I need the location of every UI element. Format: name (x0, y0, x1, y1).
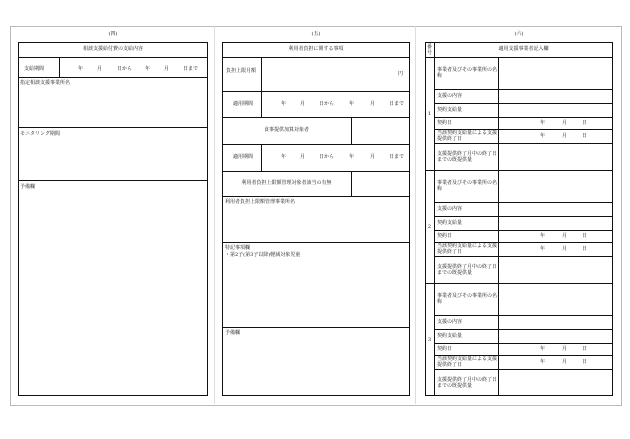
office-label: 指定相談支援事業所名 (20, 80, 71, 86)
date-month: 月 (562, 233, 568, 239)
row-label-end_month: 支援提供終了月中の終了日までの既提供量 (437, 376, 498, 389)
row-label-contract_date: 契約日 (437, 233, 453, 239)
date-year: 年 (540, 233, 546, 239)
panel-label: (四) (108, 31, 118, 37)
date-day: 日 (582, 346, 588, 352)
date-year: 年 (540, 120, 546, 126)
date-day: 日 (582, 246, 588, 252)
panel-4-title: 相談支援給付費の支給内容 (82, 46, 143, 52)
limit-label: 負担上限月額 (226, 68, 257, 74)
date-year: 年 (540, 346, 546, 352)
entry-number: 2 (427, 223, 432, 230)
yen-unit: 円 (398, 71, 404, 77)
meal-label: 食事提供加算対象者 (263, 127, 309, 133)
row-label-end_month: 支援提供終了月中の終了日までの既提供量 (437, 150, 498, 163)
row-label-amount: 契約支給量 (437, 220, 463, 226)
notes-label: 特記事項欄 (225, 245, 251, 251)
date-month: 月 (562, 246, 568, 252)
date-month: 月 (562, 346, 568, 352)
panel-label: (六) (514, 31, 524, 37)
row-label-content: 支援の内容 (437, 206, 463, 212)
period-label: 支給期間 (24, 66, 45, 72)
row-label-end_date: 当該契約支給量による支援提供終了日 (437, 356, 498, 368)
monitoring-label: モニタリング期間 (20, 131, 60, 137)
row-label-business: 事業者及びその事業所の名称 (437, 293, 498, 305)
fold-line (415, 26, 416, 404)
date-year: 年 (540, 246, 546, 252)
panel-5-table (222, 42, 410, 396)
row-label-amount: 契約支給量 (437, 107, 463, 113)
mgmt-office-label: 利用者負担上限額管理事業所名 (225, 199, 296, 205)
row-label-contract_date: 契約日 (437, 346, 453, 352)
date-year: 年 (540, 133, 546, 139)
row-label-end_date: 当該契約支給量による支援提供終了日 (437, 130, 498, 142)
panel-4-table (18, 42, 208, 396)
date-day: 日 (582, 120, 588, 126)
panel-5-title: 利用者負担に関する事項 (288, 46, 344, 52)
spare-label: 予備欄 (225, 330, 241, 336)
date-year: 年 (540, 359, 546, 365)
date-month: 月 (562, 133, 568, 139)
row-label-business: 事業者及びその事業所の名称 (437, 180, 498, 192)
fold-line (214, 26, 215, 404)
panel-6-title: 適用支援事業者記入欄 (498, 46, 549, 52)
row-label-amount: 契約支給量 (437, 333, 463, 339)
date-month: 月 (562, 359, 568, 365)
row-label-end_date: 当該契約支給量による支援提供終了日 (437, 243, 498, 255)
entry-number: 3 (427, 336, 432, 343)
spare-label: 予備欄 (20, 184, 36, 190)
date-day: 日 (582, 133, 588, 139)
row-label-content: 支援の内容 (437, 93, 463, 99)
no-header: 番号 (426, 44, 432, 56)
date-day: 日 (582, 233, 588, 239)
date-day: 日 (582, 359, 588, 365)
panel-label: (五) (311, 31, 321, 37)
row-label-contract_date: 契約日 (437, 120, 453, 126)
notes-value: ・第2子(第3子以降)軽減対象児童 (225, 252, 301, 258)
mgmt-label: 利用者負担上限額管理対象者該当の有無 (241, 180, 332, 186)
row-label-business: 事業者及びその事業所の名称 (437, 67, 498, 79)
row-label-end_month: 支援提供終了月中の終了日までの既提供量 (437, 263, 498, 276)
row-label-content: 支援の内容 (437, 319, 463, 325)
date-month: 月 (562, 120, 568, 126)
apply-label: 適用期間 (233, 154, 254, 160)
entry-number: 1 (427, 110, 432, 117)
apply-label: 適用期間 (233, 101, 254, 107)
